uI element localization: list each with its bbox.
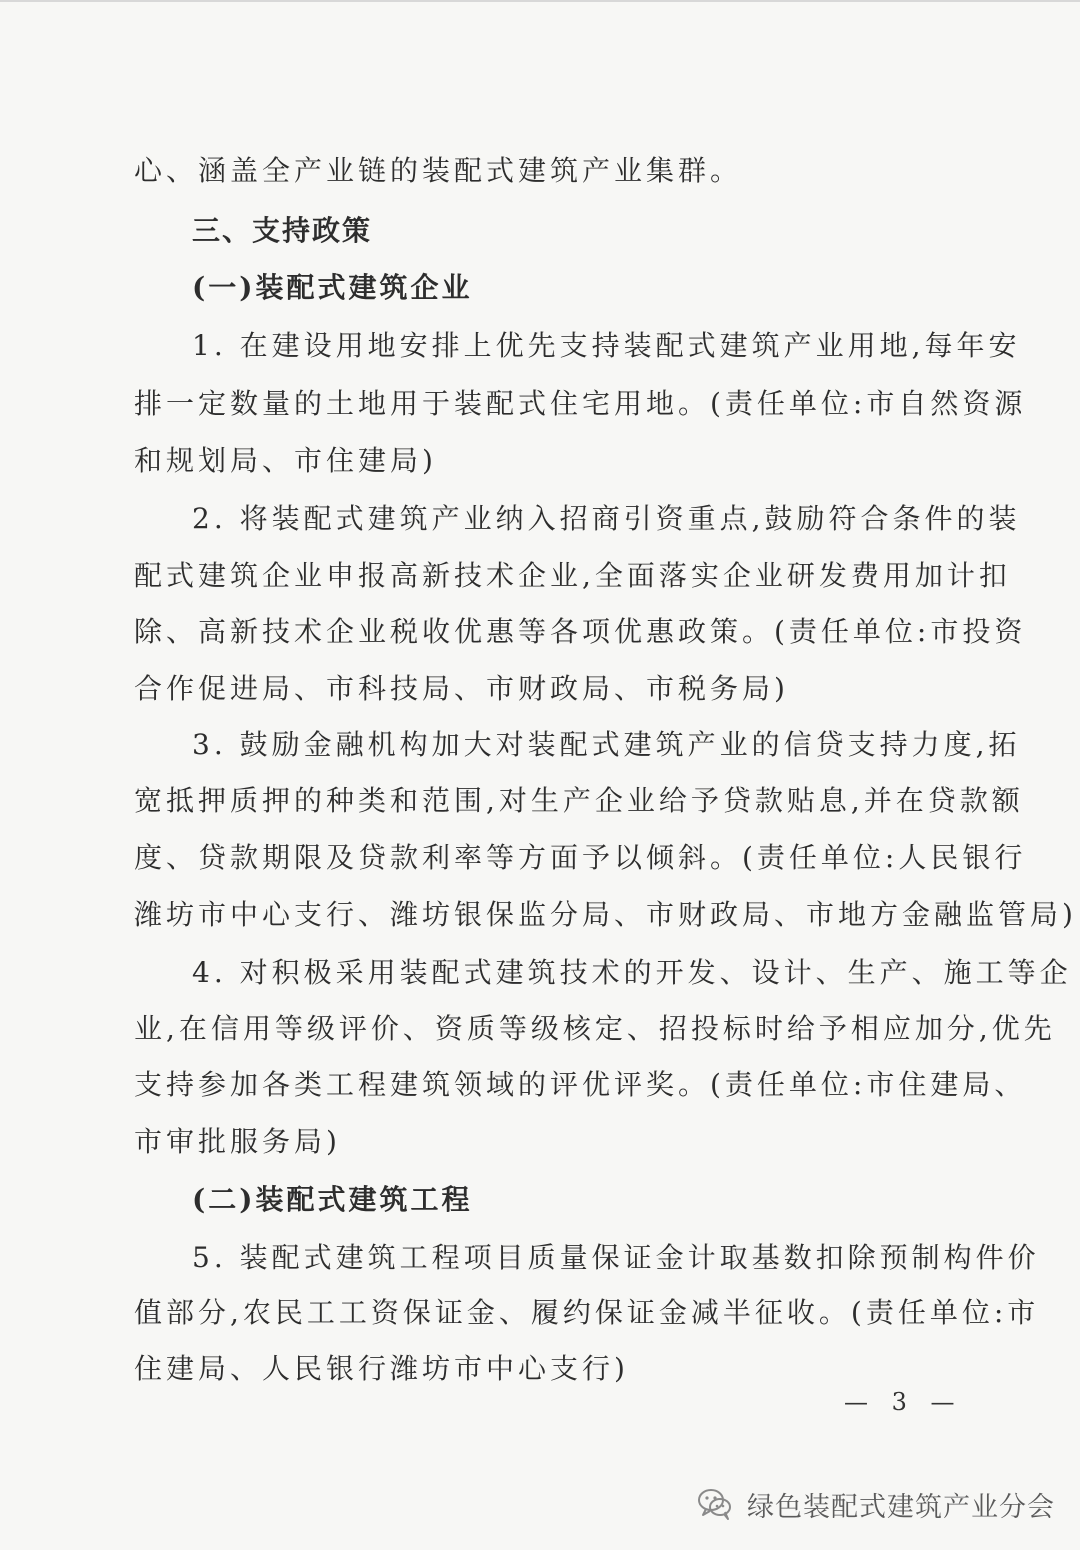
paragraph-line: 除、高新技术企业税收优惠等各项优惠政策。(责任单位:市投资: [134, 615, 1027, 648]
paragraph-line: 4. 对积极采用装配式建筑技术的开发、设计、生产、施工等企: [192, 956, 1072, 989]
continuation-line: 心、涵盖全产业链的装配式建筑产业集群。: [134, 154, 743, 187]
page-number: — 3 —: [844, 1388, 963, 1416]
subsection-heading: (二)装配式建筑工程: [192, 1183, 473, 1216]
top-border: [0, 0, 1080, 2]
subsection-heading: (一)装配式建筑企业: [192, 271, 473, 304]
paragraph-line: 宽抵押质押的种类和范围,对生产企业给予贷款贴息,并在贷款额: [134, 784, 1024, 817]
paragraph-line: 业,在信用等级评价、资质等级核定、招投标时给予相应加分,优先: [134, 1012, 1056, 1045]
paragraph-line: 值部分,农民工工资保证金、履约保证金减半征收。(责任单位:市: [134, 1296, 1040, 1329]
paragraph-line: 3. 鼓励金融机构加大对装配式建筑产业的信贷支持力度,拓: [192, 728, 1021, 761]
paragraph-line: 1. 在建设用地安排上优先支持装配式建筑产业用地,每年安: [192, 329, 1021, 362]
paragraph-line: 合作促进局、市科技局、市财政局、市税务局): [134, 672, 789, 705]
paragraph-line: 5. 装配式建筑工程项目质量保证金计取基数扣除预制构件价: [192, 1241, 1040, 1274]
paragraph-line: 住建局、人民银行潍坊市中心支行): [134, 1352, 629, 1385]
wechat-icon: [695, 1486, 735, 1522]
paragraph-line: 配式建筑企业申报高新技术企业,全面落实企业研发费用加计扣: [134, 559, 1011, 592]
source-watermark: [695, 1480, 1065, 1528]
paragraph-line: 和规划局、市住建局): [134, 444, 437, 477]
watermark-text: 绿色装配式建筑产业分会: [747, 1491, 1055, 1523]
paragraph-line: 2. 将装配式建筑产业纳入招商引资重点,鼓励符合条件的装: [192, 502, 1021, 535]
paragraph-line: 市审批服务局): [134, 1125, 341, 1158]
paragraph-line: 潍坊市中心支行、潍坊银保监分局、市财政局、市地方金融监管局): [134, 898, 1077, 931]
paragraph-line: 支持参加各类工程建筑领域的评优评奖。(责任单位:市住建局、: [134, 1068, 1027, 1101]
paragraph-line: 度、贷款期限及贷款利率等方面予以倾斜。(责任单位:人民银行: [134, 841, 1027, 874]
section-heading: 三、支持政策: [192, 214, 373, 247]
paragraph-line: 排一定数量的土地用于装配式住宅用地。(责任单位:市自然资源: [134, 387, 1027, 420]
